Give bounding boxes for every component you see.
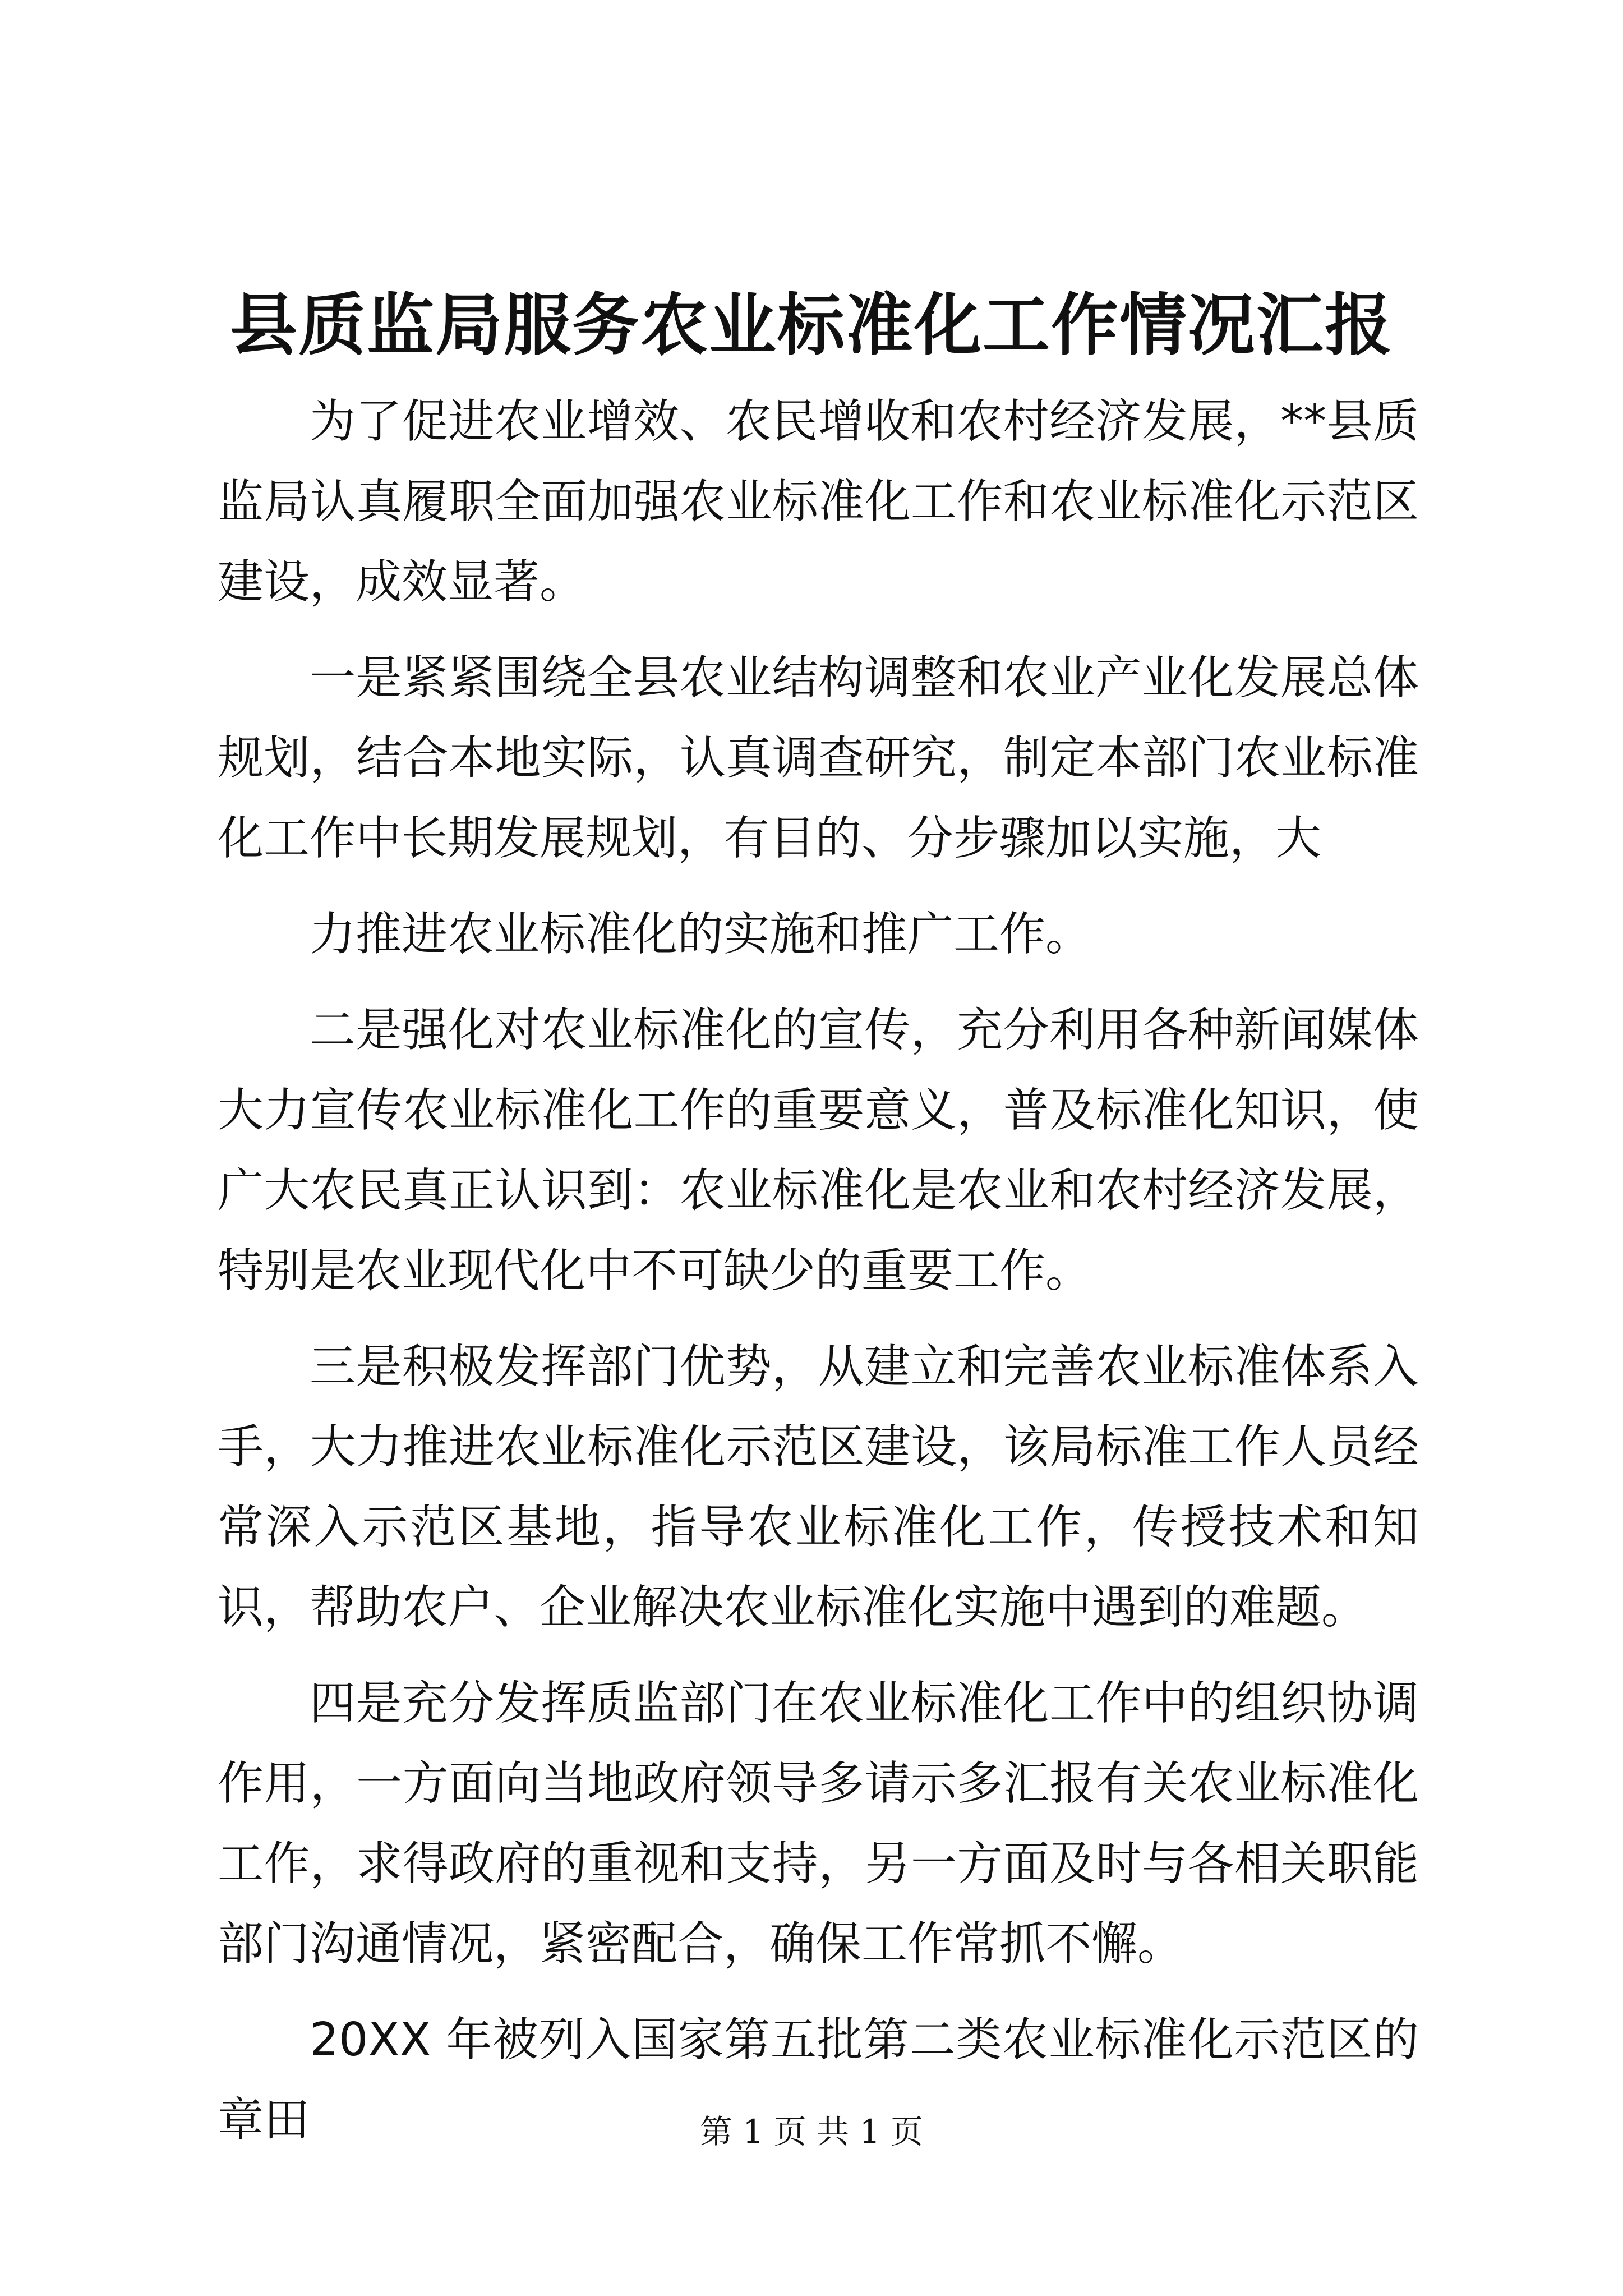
paragraph-demonstration-zone: 20XX 年被列入国家第五批第二类农业标准化示范区的章田	[218, 2013, 1419, 2147]
paragraph-point-four: 四是充分发挥质监部门在农业标准化工作中的组织协调作用，一方面向当地政府领导多请示多汇报有关农业标准化工作，求得政府的重视和支持，另一方面及时与各相关职能部门沟通情况，紧密配合，确保工作常抓不懈。	[218, 1677, 1419, 1971]
paragraph-point-one-continued: 力推进农业标准化的实施和推广工作。	[310, 908, 1092, 961]
document-title: 县质监局服务农业标准化工作情况汇报	[230, 286, 1393, 365]
paragraph-point-one: 一是紧紧围绕全县农业结构调整和农业产业化发展总体规划，结合本地实际，认真调查研究，制定本部门农业标准化工作中长期发展规划，有目的、分步骤加以实施，大	[218, 651, 1419, 865]
document-body	[218, 381, 1419, 2176]
page-number-footer: 第 1 页 共 1 页	[700, 2113, 923, 2151]
paragraph-point-three: 三是积极发挥部门优势，从建立和完善农业标准体系入手，大力推进农业标准化示范区建设，该局标准工作人员经常深入示范区基地，指导农业标准化工作，传授技术和知识，帮助农户、企业解决农业标准化实施中遇到的难题。	[218, 1340, 1419, 1634]
paragraph-point-two: 二是强化对农业标准化的宣传，充分利用各种新闻媒体大力宣传农业标准化工作的重要意义，普及标准化知识，使广大农民真正认识到：农业标准化是农业和农村经济发展，特别是农业现代化中不可缺少的重要工作。	[218, 1004, 1419, 1297]
paragraph-intro: 为了促进农业增效、农民增收和农村经济发展，**县质监局认真履职全面加强农业标准化工作和农业标准化示范区建设，成效显著。	[218, 395, 1419, 609]
